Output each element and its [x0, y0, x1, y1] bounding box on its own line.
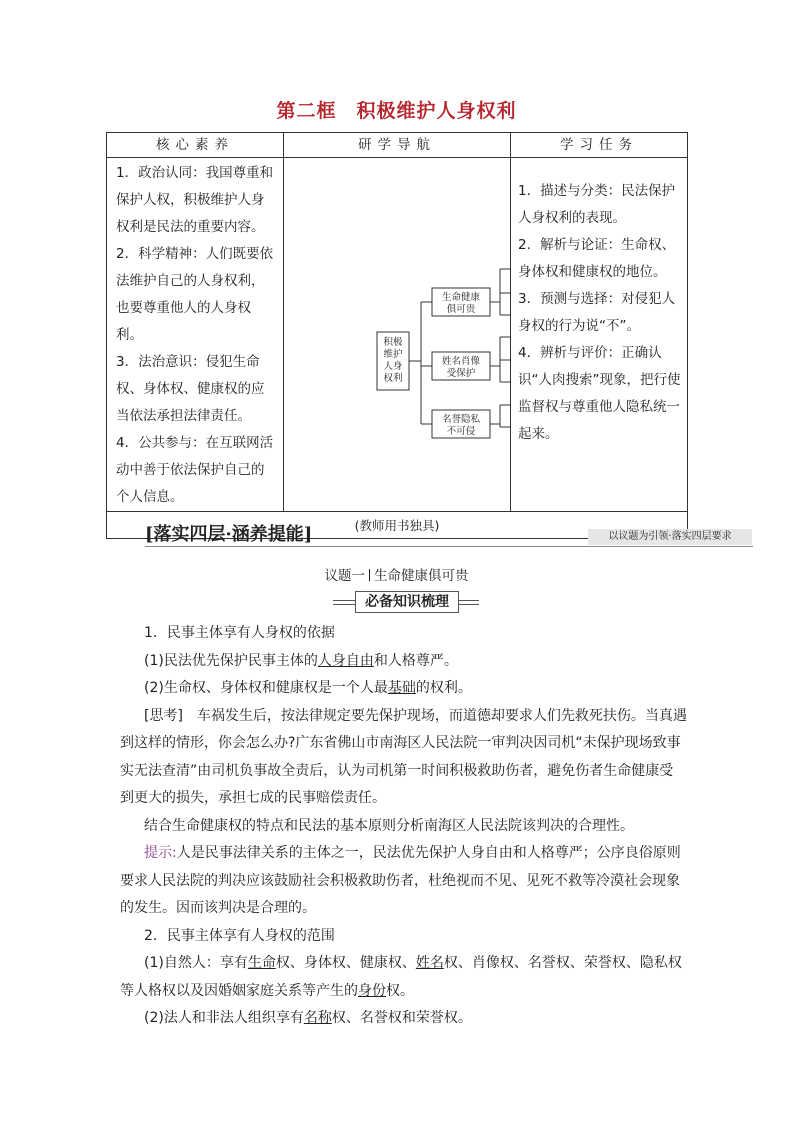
task-item: 3．预测与选择：对侵犯人身权的行为说“不”。: [518, 291, 676, 334]
banner-tagline: 以议题为引领·落实四层要求: [588, 529, 752, 545]
diagram-branch-text: 名誉隐私: [441, 414, 481, 425]
diagram-branch-text: 姓名肖像: [441, 356, 481, 367]
core-literacy-cell: [107, 158, 284, 512]
topic-separator: [369, 569, 370, 581]
overview-table: [106, 132, 688, 539]
teacher-book-note: (教师用书独具): [107, 512, 688, 539]
diagram-branch-text: 不可侵: [446, 426, 476, 437]
think-question: 结合生命健康权的特点和民法的基本原则分析南海区人民法院该判决的合理性。: [144, 817, 634, 834]
core-literacy-item: 4．公共参与：在互联网活动中善于依法保护自己的个人信息。: [116, 435, 274, 505]
underlined-answer: 姓名: [415, 955, 444, 971]
topic-heading: [0, 564, 793, 584]
text-span: 权、身体权、健康权、: [275, 955, 416, 971]
core-literacy-item: 2．科学精神：人们既要依法维护自己的人身权利，也要尊重他人的人身权利。: [116, 246, 274, 343]
topic-text: 生命健康俱可贵: [374, 568, 469, 584]
navigation-diagram-cell: [284, 158, 511, 512]
core-literacy-item: 3．法治意识：侵犯生命权、身体权、健康权的应当依法承担法律责任。: [116, 354, 265, 424]
text-span: (1)自然人：享有: [144, 955, 248, 971]
content-body: [120, 620, 687, 1033]
underlined-answer: 生命: [247, 955, 276, 971]
point-heading: 2．民事主体享有人身权的范围: [144, 927, 335, 944]
task-item: 2．解析与论证：生命权、身体权和健康权的地位。: [518, 237, 676, 280]
underlined-answer: 人身自由: [317, 652, 374, 669]
underlined-answer: 基础: [387, 680, 416, 696]
task-item: 1．描述与分类：民法保护人身权利的表现。: [518, 183, 676, 226]
underlined-answer: 名称: [303, 1010, 332, 1026]
diagram-root-text: 人身: [383, 361, 403, 372]
learning-tasks-cell: [511, 158, 688, 512]
diagram-branch-text: 俱可贵: [446, 304, 476, 315]
hint-paragraph: [120, 840, 687, 923]
text-span: 的权利。: [415, 680, 472, 696]
diagram-root-text: 维护: [383, 349, 403, 360]
diagram-branch-text: 生命健康: [441, 292, 481, 303]
text-span: 和人格尊严。: [373, 652, 458, 669]
hint-text: 人是民事法律关系的主体之一，民法优先保护人身自由和人格尊严；公序良俗原则要求人民法院的判决应该鼓励社会积极救助伤者，杜绝视而不见、见死不救等冷漠社会现象的发生。因而该判决是合理的。: [120, 845, 681, 916]
diagram-branch-text: 受保护: [446, 368, 476, 379]
section-header-label: 必备知识梳理: [355, 591, 459, 613]
header-core-literacy: 核心素养: [107, 133, 284, 158]
section-banner: [落实四层·涵养提能]: [145, 524, 313, 545]
banner-divider: [145, 546, 753, 547]
text-span: (2)法人和非法人组织享有: [144, 1010, 304, 1026]
knowledge-section-header: [333, 591, 479, 611]
point-item: [120, 950, 687, 1005]
underlined-answer: 身份: [358, 982, 386, 999]
text-span: 权、名誉权和荣誉权。: [331, 1010, 472, 1026]
core-literacy-item: 1．政治认同：我国尊重和保护人权，积极维护人身权利是民法的重要内容。: [116, 165, 274, 235]
text-span: (2)生命权、身体权和健康权是一个人最: [144, 680, 388, 696]
topic-prefix: 议题一: [324, 568, 365, 584]
header-learning-tasks: 学习任务: [511, 133, 688, 158]
mind-map-diagram: [284, 158, 510, 486]
think-paragraph: [思考] 车祸发生后，按法律规定要先保护现场，而道德却要求人们先救死扶伤。当真遇到这样的情形，你会怎么办?广东省佛山市南海区人民法院一审判决因司机“未保护现场致事实无法查清”由司机负事故全责后，认为司机第一时间积极救助伤者，避免伤者生命健康受到更大的损失，承担七成的民事赔偿责任。: [120, 707, 687, 806]
point-heading: 1．民事主体享有人身权的依据: [144, 625, 335, 641]
point-item: [120, 675, 687, 703]
hint-label: 提示:: [144, 845, 177, 861]
text-span: 权、肖像权、名誉权、荣誉权、隐私权等人格权以及因婚姻家庭关系等产生的: [120, 955, 682, 999]
page-title: 第二框 积极维护人身权利: [276, 100, 517, 122]
text-span: (1)民法优先保护民事主体的: [144, 652, 318, 669]
task-item: 4．辨析与评价：正确认识“人肉搜索”现象，把行使监督权与尊重他人隐私统一起来。: [518, 345, 681, 442]
diagram-root-text: 积极: [383, 337, 403, 348]
point-item: [120, 1005, 687, 1033]
diagram-root-text: 权利: [383, 373, 403, 384]
point-item: [120, 648, 687, 676]
header-study-navigation: 研学导航: [284, 133, 511, 158]
text-span: 权。: [386, 982, 414, 999]
